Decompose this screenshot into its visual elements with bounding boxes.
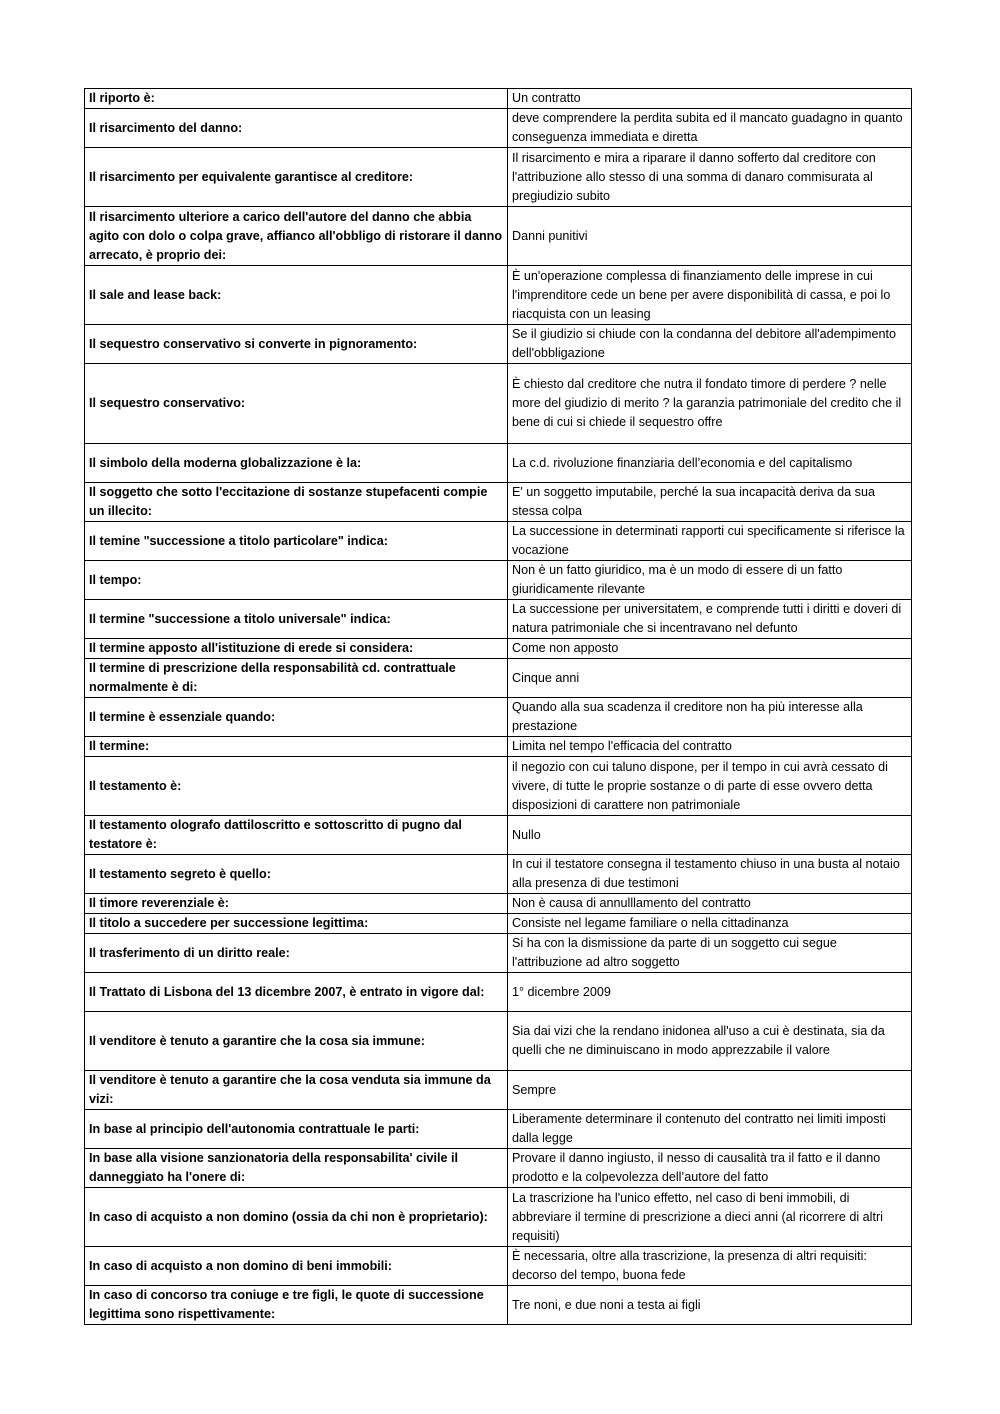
answer-cell: il negozio con cui taluno dispone, per il tempo in cui avrà cessato di vivere, di tutte le proprie sostanze o di parte di esse ovvero detta disposizioni di carattere non patrimoniale xyxy=(508,757,912,816)
table-row xyxy=(85,89,912,109)
answer-cell: deve comprendere la perdita subita ed il mancato guadagno in quanto conseguenza immediata e diretta xyxy=(508,109,912,148)
question-cell: Il riporto è: xyxy=(85,89,508,109)
table-row xyxy=(85,816,912,855)
answer-cell: Quando alla sua scadenza il creditore non ha più interesse alla prestazione xyxy=(508,698,912,737)
answer-cell: Il risarcimento e mira a riparare il danno sofferto dal creditore con l'attribuzione allo stesso di una somma di danaro commisurata al pregiudizio subito xyxy=(508,148,912,207)
table-row xyxy=(85,737,912,757)
answer-cell: È un'operazione complessa di finanziamento delle imprese in cui l'imprenditore cede un bene per avere disponibilità di cassa, e poi lo riacquista con un leasing xyxy=(508,266,912,325)
answer-cell: La successione in determinati rapporti cui specificamente si riferisce la vocazione xyxy=(508,522,912,561)
answer-cell: La successione per universitatem, e comprende tutti i diritti e doveri di natura patrimoniale che si incentravano nel defunto xyxy=(508,600,912,639)
answer-cell: E' un soggetto imputabile, perché la sua incapacità deriva da sua stessa colpa xyxy=(508,483,912,522)
question-cell: Il venditore è tenuto a garantire che la cosa sia immune: xyxy=(85,1012,508,1071)
question-cell: Il termine: xyxy=(85,737,508,757)
question-cell: In caso di acquisto a non domino di beni immobili: xyxy=(85,1247,508,1286)
table-row xyxy=(85,973,912,1012)
answer-cell: 1° dicembre 2009 xyxy=(508,973,912,1012)
answer-cell: Cinque anni xyxy=(508,659,912,698)
question-cell: Il tempo: xyxy=(85,561,508,600)
table-row xyxy=(85,600,912,639)
question-cell: In caso di concorso tra coniuge e tre figli, le quote di successione legittima sono rispettivamente: xyxy=(85,1286,508,1325)
answer-cell: Limita nel tempo l'efficacia del contratto xyxy=(508,737,912,757)
question-cell: Il venditore è tenuto a garantire che la cosa venduta sia immune da vizi: xyxy=(85,1071,508,1110)
table-row xyxy=(85,522,912,561)
table-row xyxy=(85,698,912,737)
table-row xyxy=(85,1286,912,1325)
question-cell: Il testamento è: xyxy=(85,757,508,816)
question-cell: Il timore reverenziale è: xyxy=(85,894,508,914)
answer-cell: Come non apposto xyxy=(508,639,912,659)
question-cell: Il termine di prescrizione della responsabilità cd. contrattuale normalmente è di: xyxy=(85,659,508,698)
answer-cell: Danni punitivi xyxy=(508,207,912,266)
table-row xyxy=(85,561,912,600)
answer-cell: Tre noni, e due noni a testa ai figli xyxy=(508,1286,912,1325)
question-cell: Il Trattato di Lisbona del 13 dicembre 2007, è entrato in vigore dal: xyxy=(85,973,508,1012)
table-row xyxy=(85,1247,912,1286)
question-cell: Il trasferimento di un diritto reale: xyxy=(85,934,508,973)
table-row xyxy=(85,1012,912,1071)
answer-cell: È necessaria, oltre alla trascrizione, la presenza di altri requisiti: decorso del tempo, buona fede xyxy=(508,1247,912,1286)
table-row xyxy=(85,639,912,659)
qa-table-body xyxy=(85,89,912,1325)
document-page xyxy=(84,88,912,1325)
answer-cell: La c.d. rivoluzione finanziaria dell’economia e del capitalismo xyxy=(508,444,912,483)
table-row xyxy=(85,109,912,148)
answer-cell: Si ha con la dismissione da parte di un soggetto cui segue l'attribuzione ad altro soggetto xyxy=(508,934,912,973)
answer-cell: Nullo xyxy=(508,816,912,855)
table-row xyxy=(85,207,912,266)
question-cell: Il soggetto che sotto l'eccitazione di sostanze stupefacenti compie un illecito: xyxy=(85,483,508,522)
answer-cell: Sempre xyxy=(508,1071,912,1110)
answer-cell: Provare il danno ingiusto, il nesso di causalità tra il fatto e il danno prodotto e la colpevolezza dell’autore del fatto xyxy=(508,1149,912,1188)
table-row xyxy=(85,364,912,444)
question-cell: Il sequestro conservativo: xyxy=(85,364,508,444)
table-row xyxy=(85,757,912,816)
answer-cell: In cui il testatore consegna il testamento chiuso in una busta al notaio alla presenza di due testimoni xyxy=(508,855,912,894)
question-cell: Il risarcimento per equivalente garantisce al creditore: xyxy=(85,148,508,207)
question-cell: Il titolo a succedere per successione legittima: xyxy=(85,914,508,934)
question-cell: Il temine "successione a titolo particolare" indica: xyxy=(85,522,508,561)
question-cell: Il testamento olografo dattiloscritto e sottoscritto di pugno dal testatore è: xyxy=(85,816,508,855)
question-cell: Il risarcimento ulteriore a carico dell'autore del danno che abbia agito con dolo o colpa grave, affianco all'obbligo di ristorare il danno arrecato, è proprio dei: xyxy=(85,207,508,266)
table-row xyxy=(85,1188,912,1247)
question-cell: Il testamento segreto è quello: xyxy=(85,855,508,894)
qa-table xyxy=(84,88,912,1325)
answer-cell: È chiesto dal creditore che nutra il fondato timore di perdere ? nelle more del giudizio di merito ? la garanzia patrimoniale del credito che il bene di cui si chiede il sequestro offre xyxy=(508,364,912,444)
table-row xyxy=(85,934,912,973)
answer-cell: Non è un fatto giuridico, ma è un modo di essere di un fatto giuridicamente rilevante xyxy=(508,561,912,600)
question-cell: Il simbolo della moderna globalizzazione è la: xyxy=(85,444,508,483)
answer-cell: Liberamente determinare il contenuto del contratto nei limiti imposti dalla legge xyxy=(508,1110,912,1149)
table-row xyxy=(85,483,912,522)
answer-cell: Consiste nel legame familiare o nella cittadinanza xyxy=(508,914,912,934)
question-cell: Il termine "successione a titolo universale" indica: xyxy=(85,600,508,639)
table-row xyxy=(85,1071,912,1110)
answer-cell: Non è causa di annulllamento del contratto xyxy=(508,894,912,914)
table-row xyxy=(85,855,912,894)
table-row xyxy=(85,659,912,698)
answer-cell: Se il giudizio si chiude con la condanna del debitore all'adempimento dell'obbligazione xyxy=(508,325,912,364)
table-row xyxy=(85,914,912,934)
answer-cell: Un contratto xyxy=(508,89,912,109)
question-cell: Il termine è essenziale quando: xyxy=(85,698,508,737)
table-row xyxy=(85,266,912,325)
table-row xyxy=(85,894,912,914)
table-row xyxy=(85,325,912,364)
question-cell: Il risarcimento del danno: xyxy=(85,109,508,148)
question-cell: Il sequestro conservativo si converte in pignoramento: xyxy=(85,325,508,364)
question-cell: Il termine apposto all'istituzione di erede si considera: xyxy=(85,639,508,659)
question-cell: In base al principio dell'autonomia contrattuale le parti: xyxy=(85,1110,508,1149)
question-cell: In caso di acquisto a non domino (ossia da chi non è proprietario): xyxy=(85,1188,508,1247)
question-cell: Il sale and lease back: xyxy=(85,266,508,325)
question-cell: In base alla visione sanzionatoria della responsabilita' civile il danneggiato ha l'onere di: xyxy=(85,1149,508,1188)
table-row xyxy=(85,1149,912,1188)
answer-cell: La trascrizione ha l'unico effetto, nel caso di beni immobili, di abbreviare il termine di prescrizione a dieci anni (al ricorrere di altri requisiti) xyxy=(508,1188,912,1247)
table-row xyxy=(85,148,912,207)
answer-cell: Sia dai vizi che la rendano inidonea all'uso a cui è destinata, sia da quelli che ne diminuiscano in modo apprezzabile il valore xyxy=(508,1012,912,1071)
table-row xyxy=(85,1110,912,1149)
table-row xyxy=(85,444,912,483)
